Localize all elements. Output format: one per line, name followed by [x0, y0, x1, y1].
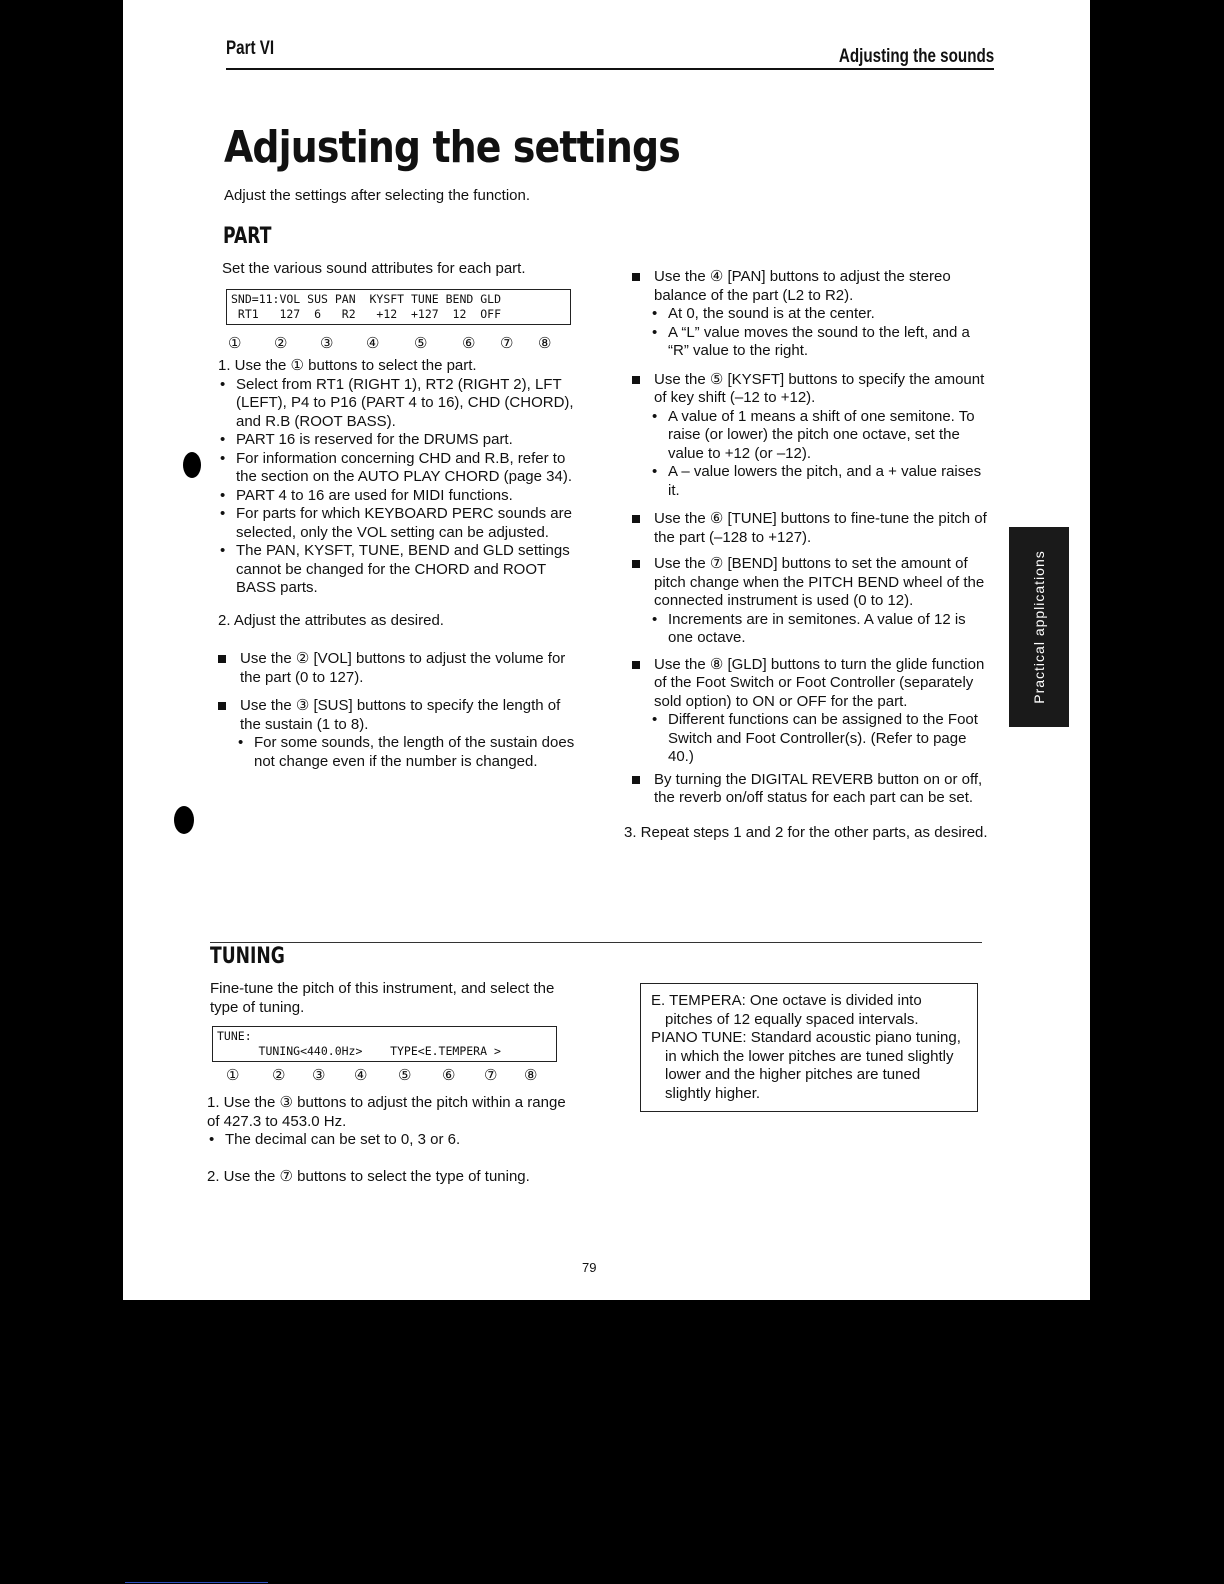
intro-text: Adjust the settings after selecting the function.: [224, 187, 531, 204]
pan-instruction: Use the ④ [PAN] buttons to adjust the stereo balance of the part (L2 to R2).: [632, 268, 992, 305]
kysft-bullet: • A value of 1 means a shift of one semitone. To raise (or lower) the pitch one octave, set the value to +12 (or –12).: [650, 408, 992, 464]
tuning-steps: [207, 1094, 577, 1186]
button-number-7: ⑦: [484, 1067, 498, 1084]
tuning-type-equal: E. TEMPERA: One octave is divided into pitches of 12 equally spaced intervals.: [651, 992, 922, 1028]
button-number-7: ⑦: [500, 335, 514, 352]
button-number-6: ⑥: [462, 335, 476, 352]
pan-bullet: • At 0, the sound is at the center.: [650, 305, 992, 324]
part-step-1: 1. Use the ① buttons to select the part.: [218, 357, 477, 374]
tuning-step-1: 1. Use the ③ buttons to adjust the pitch within a range of 427.3 to 453.0 Hz.: [207, 1094, 566, 1130]
side-tab-label: Practical applications: [1031, 550, 1047, 704]
kysft-bullet: • A – value lowers the pitch, and a + value raises it.: [650, 463, 992, 500]
part-step-1-bullet: • Select from RT1 (RIGHT 1), RT2 (RIGHT 2), LFT (LEFT), P4 to P16 (PART 4 to 16), CHD (CHORD), and R.B (ROOT BASS).: [218, 376, 578, 432]
tuning-type-piano: PIANO TUNE: Standard acoustic piano tuning, in which the lower pitches are tuned slightly lower and the higher pitches are tuned slightly higher.: [651, 1029, 961, 1102]
gld-instruction: Use the ⑧ [GLD] buttons to turn the glide function of the Foot Switch or Foot Controller (separately sold option) to ON or OFF for the part.: [632, 656, 992, 712]
vol-instruction: Use the ② [VOL] buttons to adjust the volume for the part (0 to 127).: [218, 650, 578, 687]
tune-instruction: Use the ⑥ [TUNE] buttons to fine-tune the pitch of the part (–128 to +127).: [632, 510, 992, 547]
pan-bullet: • A “L” value moves the sound to the left, and a “R” value to the right.: [650, 324, 992, 361]
button-number-2: ②: [272, 1067, 286, 1084]
tuning-step-2: 2. Use the ⑦ buttons to select the type of tuning.: [207, 1167, 530, 1185]
bottom-link-line: [125, 1582, 268, 1583]
button-number-4: ④: [366, 335, 380, 352]
part-step-1-bullet: • PART 16 is reserved for the DRUMS part.: [218, 431, 578, 450]
tuning-types-box: [640, 983, 978, 1112]
tuning-heading: TUNING: [210, 944, 285, 969]
button-number-6: ⑥: [442, 1067, 456, 1084]
button-number-1: ①: [228, 335, 242, 352]
tuning-lcd-line-1: TUNE:: [217, 1029, 252, 1043]
reverb-instruction: By turning the DIGITAL REVERB button on or off, the reverb on/off status for each part can be set.: [632, 771, 992, 808]
part-step-1-bullet: • PART 4 to 16 are used for MIDI functions.: [218, 487, 578, 506]
header-section-label: Adjusting the sounds: [838, 46, 994, 67]
button-number-8: ⑧: [524, 1067, 538, 1084]
part-step-3: 3. Repeat steps 1 and 2 for the other parts, as desired.: [624, 823, 988, 841]
page-number: 79: [582, 1260, 597, 1275]
button-number-1: ①: [226, 1067, 240, 1084]
part-right-column: [624, 268, 992, 842]
tuning-step-1-bullet: • The decimal can be set to 0, 3 or 6.: [207, 1131, 577, 1150]
gld-bullet: • Different functions can be assigned to the Foot Switch and Foot Controller(s). (Refer to page 40.): [650, 711, 992, 767]
tuning-lcd-line-2: TUNING<440.0Hz> TYPE<E.TEMPERA >: [217, 1044, 501, 1058]
part-button-numbers: [228, 334, 568, 354]
part-heading: PART: [223, 224, 272, 249]
tuning-lcd-display: [212, 1026, 557, 1062]
tuning-lead: Fine-tune the pitch of this instrument, and select the type of tuning.: [210, 980, 555, 1016]
button-number-8: ⑧: [538, 335, 552, 352]
button-number-4: ④: [354, 1067, 368, 1084]
side-tab: [1009, 527, 1069, 727]
button-number-2: ②: [274, 335, 288, 352]
kysft-instruction: Use the ⑤ [KYSFT] buttons to specify the amount of key shift (–12 to +12).: [632, 371, 992, 408]
part-lcd-line-2: RT1 127 6 R2 +12 +127 12 OFF: [231, 307, 502, 321]
part-step-2: 2. Adjust the attributes as desired.: [218, 611, 444, 629]
button-number-5: ⑤: [414, 335, 428, 352]
bend-bullet: • Increments are in semitones. A value of 12 is one octave.: [650, 611, 992, 648]
button-number-3: ③: [320, 335, 334, 352]
section-divider: [210, 942, 982, 943]
button-number-3: ③: [312, 1067, 326, 1084]
header-rule: [226, 68, 994, 70]
part-lead: Set the various sound attributes for each part.: [222, 260, 526, 277]
bend-instruction: Use the ⑦ [BEND] buttons to set the amount of pitch change when the PITCH BEND wheel of the connected instrument is used (0 to 12).: [632, 555, 992, 611]
binding-hole-mark: [183, 452, 201, 478]
part-step-1-bullet: • For information concerning CHD and R.B, refer to the section on the AUTO PLAY CHORD (page 34).: [218, 450, 578, 487]
sus-bullet: • For some sounds, the length of the sustain does not change even if the number is changed.: [236, 734, 578, 771]
part-step-1-bullet: • For parts for which KEYBOARD PERC sounds are selected, only the VOL setting can be adjusted.: [218, 505, 578, 542]
part-lcd-line-1: SND=11:VOL SUS PAN KYSFT TUNE BEND GLD: [231, 292, 502, 306]
header-part-label: Part VI: [226, 38, 275, 59]
part-lcd-display: [226, 289, 571, 325]
button-number-5: ⑤: [398, 1067, 412, 1084]
page-title: Adjusting the settings: [224, 122, 680, 173]
part-left-column: [218, 357, 578, 771]
tuning-button-numbers: [226, 1066, 556, 1086]
part-step-1-bullet: • The PAN, KYSFT, TUNE, BEND and GLD settings cannot be changed for the CHORD and ROOT BASS parts.: [218, 542, 578, 598]
sus-instruction: Use the ③ [SUS] buttons to specify the length of the sustain (1 to 8).: [218, 697, 578, 734]
binding-hole-mark: [174, 806, 194, 834]
